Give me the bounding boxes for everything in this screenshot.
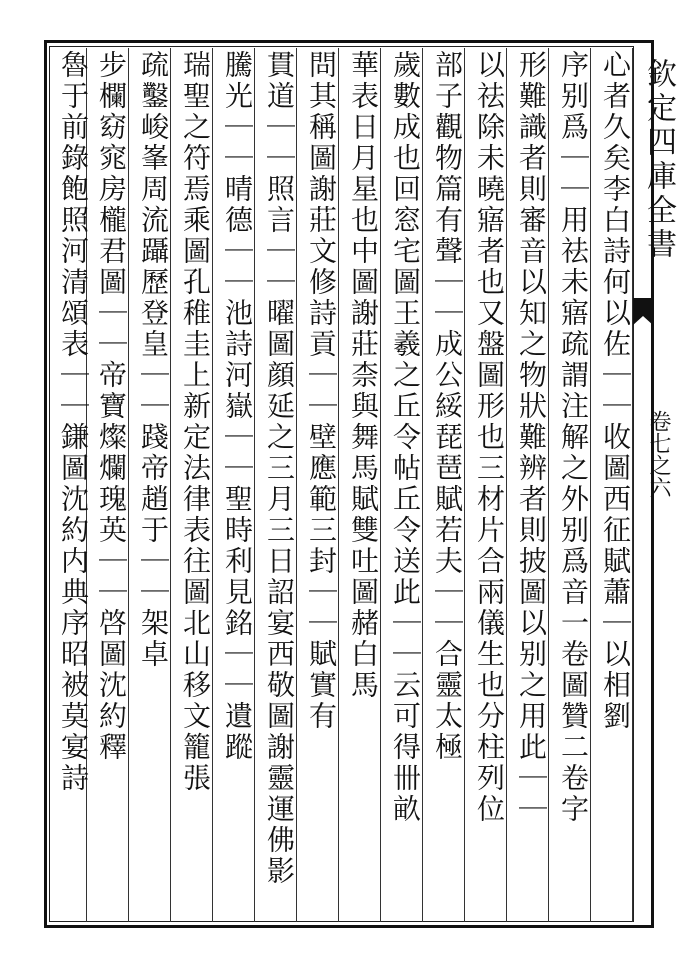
text-column: 以祛除未曉寤者也又盤圖形也三材片合兩儀生也分柱列位 — [473, 50, 506, 825]
text-column: 騰光｜｜晴德｜｜池詩河嶽｜｜聖時利見銘｜｜遺蹤 — [221, 50, 254, 763]
text-column: 步欄窈窕房櫳君圖｜｜帝寶燦爛瑰英｜｜啓圖沈約釋 — [95, 50, 128, 763]
text-column: 貫道｜｜照言｜｜曜圖顔延之三月三日詔宴西敬圖謝靈運佛影 — [263, 50, 296, 887]
library-title: 欽定四庫全書 — [641, 58, 676, 262]
text-column: 歲數成也回窓宅圖王羲之丘令帖丘令送此｜｜云可得卌畝 — [389, 50, 422, 825]
text-column: 疏鑿峻峯周流躡歷登皇｜｜踐帝趙于｜｜架卓 — [137, 50, 170, 670]
text-column: 心者久矣李白詩何以佐｜｜收圖西征賦蕭｜以相劉 — [599, 50, 632, 732]
text-column: 華表日月星也中圖謝莊柰與舞馬賦雙吐圖赭白馬 — [347, 50, 380, 701]
text-column: 瑞聖之符焉乘圖孔稚圭上新定法律表往圖北山移文籠張 — [179, 50, 212, 794]
text-column: 序别爲｜｜用祛未寤疏謂注解之外别爲音一卷圖贊二卷字 — [557, 50, 590, 825]
text-column: 形難識者則審音以知之物狀難辨者則披圖以别之用此｜｜ — [515, 50, 548, 825]
volume-label: 卷七之六 — [646, 410, 671, 498]
text-column: 問其稱圖謝莊文修詩貢｜｜壁應範三封｜｜賦實有 — [305, 50, 338, 732]
text-column: 魯于前錄飽照河清頌表｜｜鎌圖沈約内典序昭被莫宴詩 — [57, 50, 90, 794]
text-column: 部子觀物篇有聲｜｜成公綏琵琶賦若夫｜｜合靈太極 — [431, 50, 464, 763]
